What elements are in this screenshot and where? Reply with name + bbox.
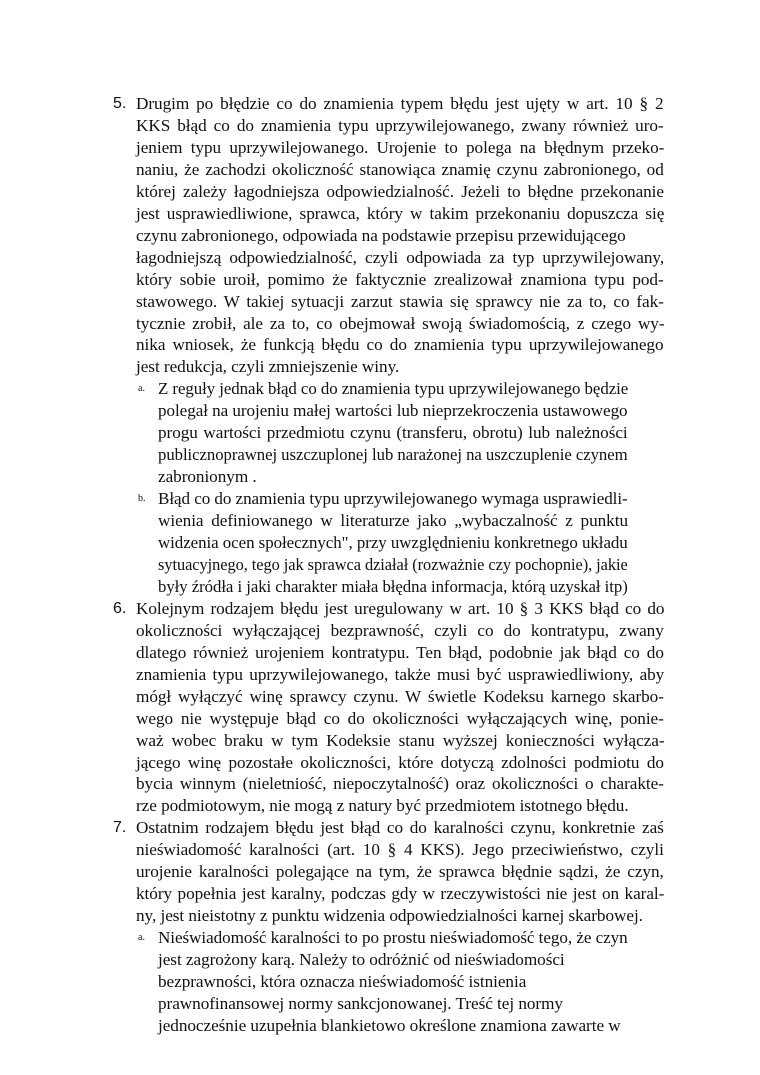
list-item-text-line: który sobie uroił, pomimo że faktycznie zrealizował znamiona typu pod-	[136, 269, 664, 289]
list-item-text-line: tycznie zrobił, ale za to, co obejmował swoją świadomością, z czego wy-	[136, 313, 665, 333]
list-item-text-line: rze podmiotowym, nie mogą z natury być przedmiotem istotnego błędu.	[136, 796, 629, 816]
list-item-text-line: jącego winę pozostałe okoliczności, które dotyczą zdolności podmiotu do	[136, 752, 664, 772]
list-item-text-line: urojenie karalności polegające na tym, że sprawca błędnie sądzi, że czyn,	[136, 862, 664, 882]
subitem-text-line: jednocześnie uzupełnia blankietowo określone znamiona zawarte w	[158, 1015, 621, 1035]
subitem-text-line: progu wartości przedmiotu czynu (transferu, obrotu) lub należności	[158, 423, 628, 443]
list-item-text-line: ny, jest nieistotny z punktu widzenia odpowiedzialności karnej skarbowej.	[136, 906, 643, 926]
list-item-number: 5.	[113, 95, 127, 112]
list-item-text-line: łagodniejszą odpowiedzialność, czyli odpowiada za typ uprzywilejowany,	[136, 247, 665, 267]
list-item-text-line: jeniem typu uprzywilejowanego. Urojenie to polega na błędnym przeko-	[136, 137, 665, 157]
subitem-letter: a.	[138, 932, 145, 944]
subitem-text-line: polegał na urojeniu małej wartości lub nieprzekroczenia ustawowego	[158, 401, 628, 421]
subitem-letter: a.	[138, 383, 145, 395]
subitem-text-line: widzenia ocen społecznych", przy uwzględnieniu konkretnego układu	[158, 533, 628, 552]
list-item-text-line: znamienia typu uprzywilejowanego, także musi być usprawiedliwiony, aby	[136, 664, 665, 684]
list-item-text-line: nika wniosek, że funkcją błędu co do znamienia typu uprzywilejowanego	[136, 335, 664, 355]
list-item-text-line: nieświadomość karalności (art. 10 § 4 KKS). Jego przeciwieństwo, czyli	[136, 840, 664, 860]
list-item-number: 7.	[113, 819, 127, 837]
list-item-text-line: waż wobec braku w tym Kodeksie stanu wyższej konieczności wyłącza-	[136, 730, 665, 750]
list-item-text-line: okoliczności wyłączającej bezprawność, czyli co do kontratypu, zwany	[136, 620, 664, 640]
list-item-text-line: której zależy łagodniejsza odpowiedzialność. Jeżeli to błędne przekonanie	[136, 181, 664, 201]
subitem-text-line: zabronionym .	[158, 467, 257, 487]
list-item-text-line: Drugim po błędzie co do znamienia typem błędu jest ujęty w art. 10 § 2	[136, 94, 664, 113]
subitem-text-line: publicznoprawnej uszczuplonej lub narażonej na uszczuplenie czynem	[158, 445, 628, 465]
subitem-text-line: prawnofinansowej normy sankcjonowanej. Treść tej normy	[158, 993, 563, 1013]
subitem-text-line: jest zagrożony karą. Należy to odróżnić od nieświadomości	[158, 950, 565, 970]
subitem-text-line: Błąd co do znamienia typu uprzywilejowanego wymaga usprawiedli-	[158, 489, 628, 509]
list-item-text-line: naniu, że zachodzi okoliczność stanowiąca znamię czynu zabronionego, od	[136, 159, 664, 179]
list-item-text-line: Kolejnym rodzajem błędu jest uregulowany w art. 10 § 3 KKS błąd co do	[136, 598, 665, 618]
list-item-text-line: który popełnia jest karalny, podczas gdy w rzeczywistości nie jest on karal-	[136, 884, 665, 904]
subitem-text-line: były źródła i jaki charakter miała błędna informacja, którą uzyskał itp)	[158, 576, 628, 596]
subitem-letter: b.	[138, 493, 146, 505]
list-item-text-line: czynu zabronionego, odpowiada na podstawie przepisu przewidującego	[136, 225, 626, 245]
subitem-text-line: bezprawności, która oznacza nieświadomość istnienia	[158, 972, 527, 991]
list-item-text-line: wego nie występuje błąd co do okoliczności wyłączających winę, ponie-	[136, 708, 664, 728]
list-item-text-line: stawowego. W takiej sytuacji zarzut stawia się sprawcy nie za to, co fak-	[136, 291, 664, 311]
list-item-text-line: dlatego również urojeniem kontratypu. Ten błąd, podobnie jak błąd co do	[136, 642, 664, 662]
subitem-text-line: Nieświadomość karalności to po prostu nieświadomość tego, że czyn	[158, 928, 628, 948]
subitem-text-line: Z reguły jednak błąd co do znamienia typu uprzywilejowanego będzie	[158, 379, 629, 399]
subitem-text-line: wienia definiowanego w literaturze jako „wybaczalność z punktu	[158, 511, 628, 531]
list-item-text-line: jest usprawiedliwione, sprawca, który w takim przekonaniu dopuszcza się	[136, 203, 665, 223]
list-item-number: 6.	[113, 599, 127, 617]
list-item-text-line: bycia winnym (nieletniość, niepoczytalność) oraz okoliczności o charakte-	[136, 774, 664, 794]
list-item-text-line: mógł wyłączyć winę sprawcy czynu. W świetle Kodeksu karnego skarbo-	[136, 686, 664, 706]
subitem-text-line: sytuacyjnego, tego jak sprawca działał (rozważnie czy pochopnie), jakie	[158, 554, 628, 574]
list-item-text-line: KKS błąd co do znamienia typu uprzywilejowanego, zwany również uro-	[136, 115, 664, 135]
list-item-text-line: Ostatnim rodzajem błędu jest błąd co do karalności czynu, konkretnie zaś	[136, 818, 664, 838]
list-item-text-line: jest redukcja, czyli zmniejszenie winy.	[136, 357, 400, 377]
